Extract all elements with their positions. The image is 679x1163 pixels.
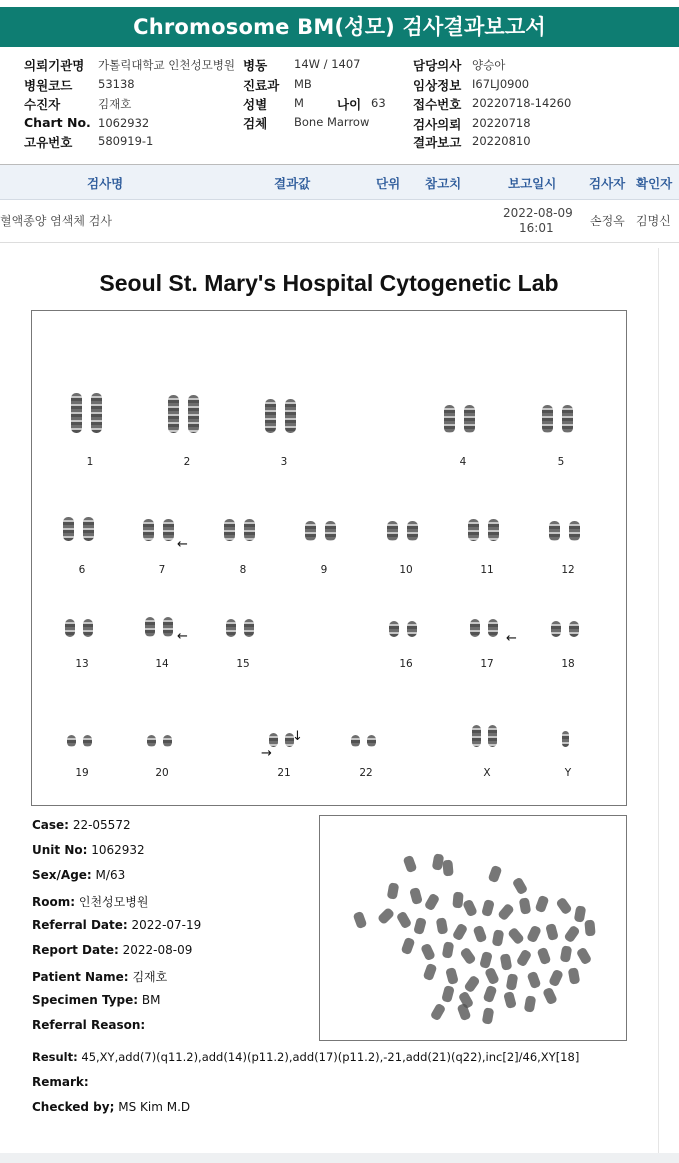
chromosome-12 bbox=[569, 521, 580, 541]
institution-value: 가톨릭대학교 인천성모병원 bbox=[98, 58, 235, 72]
chromosome-8 bbox=[244, 519, 255, 541]
karyotype-label: 6 bbox=[78, 564, 86, 576]
metaphase-chromosome bbox=[377, 907, 395, 925]
metaphase-chromosome bbox=[537, 947, 552, 965]
age-value: 63 bbox=[371, 96, 386, 110]
report-title-bar bbox=[0, 7, 679, 47]
row-confirmer: 김명신 bbox=[636, 214, 671, 228]
metaphase-chromosome bbox=[519, 897, 532, 914]
chromosome-7 bbox=[143, 519, 154, 541]
karyotype-label: X bbox=[483, 767, 491, 779]
patient-info-panel bbox=[0, 50, 679, 163]
result-value: 45,XY,add(7)(q11.2),add(14)(p11.2),add(17)(p11.2),-21,add(21)(q22),inc[2]/46,XY[18] bbox=[81, 1050, 580, 1064]
metaphase-spread bbox=[320, 816, 626, 1040]
specimen-type-label: Specimen Type: bbox=[32, 993, 139, 1007]
report-title: Chromosome BM(성모) 검사결과보고서 bbox=[133, 15, 546, 39]
col-reference[interactable]: 참고치 bbox=[425, 176, 462, 191]
chromosome-2 bbox=[168, 395, 179, 433]
chromosome-11 bbox=[488, 519, 499, 541]
metaphase-chromosome bbox=[535, 895, 550, 913]
karyotype-label: 2 bbox=[183, 456, 191, 468]
case-label: Case: bbox=[32, 818, 69, 832]
metaphase-chromosome bbox=[481, 899, 495, 917]
metaphase-chromosome bbox=[574, 905, 587, 922]
metaphase-chromosome bbox=[503, 991, 517, 1009]
karyotype-label: 14 bbox=[155, 658, 169, 670]
chromosome-4 bbox=[444, 405, 455, 433]
karyotype-label: 7 bbox=[158, 564, 166, 576]
case-value: 22-05572 bbox=[72, 818, 131, 832]
chromosome-17 bbox=[470, 619, 480, 637]
chromosome-12 bbox=[549, 521, 560, 541]
arrow-left-icon: ← bbox=[177, 537, 188, 552]
chromosome-13 bbox=[65, 619, 75, 637]
metaphase-chromosome bbox=[507, 927, 525, 946]
chromosome-9 bbox=[325, 521, 336, 541]
col-examiner[interactable]: 검사자 bbox=[589, 176, 626, 191]
page-bottom-bar bbox=[0, 1153, 679, 1163]
chromosome-6 bbox=[83, 517, 94, 541]
karyotype-label: 19 bbox=[75, 767, 89, 779]
chromosome-1 bbox=[91, 393, 102, 433]
room-value: 인천성모병원 bbox=[78, 895, 149, 909]
karyotype-label: 9 bbox=[320, 564, 328, 576]
arrow-down-icon: ↓ bbox=[292, 729, 303, 744]
karyotype-label: 13 bbox=[75, 658, 89, 670]
unique-label: 고유번호 bbox=[24, 135, 73, 150]
chromosome-5 bbox=[542, 405, 553, 433]
arrow-left-icon: ← bbox=[177, 629, 188, 644]
karyotype-label: 5 bbox=[557, 456, 565, 468]
chromosome-8 bbox=[224, 519, 235, 541]
metaphase-chromosome bbox=[436, 917, 449, 934]
patient-label: 수진자 bbox=[24, 97, 61, 112]
karyogram bbox=[31, 310, 627, 806]
metaphase-chromosome bbox=[506, 973, 519, 990]
sex-value: M bbox=[294, 96, 304, 110]
metaphase-chromosome bbox=[463, 975, 480, 994]
metaphase-chromosome bbox=[526, 925, 542, 944]
metaphase-chromosome bbox=[452, 923, 469, 942]
chromosome-19 bbox=[83, 735, 92, 747]
result-report-value: 20220810 bbox=[472, 134, 531, 148]
chromosome-9 bbox=[305, 521, 316, 541]
dept-value: MB bbox=[294, 77, 312, 91]
metaphase-chromosome bbox=[387, 882, 400, 899]
row-time: 16:01 bbox=[519, 221, 554, 235]
chromosome-15 bbox=[226, 619, 236, 637]
room-label: Room: bbox=[32, 895, 76, 909]
karyotype-label: Y bbox=[564, 767, 572, 779]
metaphase-chromosome bbox=[462, 899, 478, 918]
results-table-header bbox=[0, 165, 679, 200]
unit-value: 1062932 bbox=[91, 843, 145, 857]
specimen-type-line bbox=[32, 993, 161, 1007]
arrow-right-icon: → bbox=[261, 746, 272, 761]
metaphase-chromosome bbox=[512, 877, 529, 896]
reception-value: 20220718-14260 bbox=[472, 96, 572, 110]
metaphase-chromosome bbox=[442, 860, 453, 877]
col-report-date[interactable]: 보고일시 bbox=[508, 176, 557, 191]
arrow-left-icon: ← bbox=[506, 631, 517, 646]
dept-label: 진료과 bbox=[243, 78, 280, 93]
unique-value: 580919-1 bbox=[98, 134, 154, 148]
chromosome-6 bbox=[63, 517, 74, 541]
karyotype-label: 8 bbox=[239, 564, 247, 576]
chromosome-22 bbox=[351, 735, 360, 747]
metaphase-chromosome bbox=[479, 951, 493, 969]
metaphase-chromosome bbox=[442, 941, 455, 958]
chromosome-Y bbox=[562, 731, 569, 747]
row-examiner: 손정옥 bbox=[590, 214, 625, 228]
remark-line bbox=[32, 1075, 89, 1089]
table-row[interactable] bbox=[0, 200, 679, 243]
request-value: 20220718 bbox=[472, 116, 531, 130]
col-unit[interactable]: 단위 bbox=[376, 176, 401, 191]
metaphase-chromosome bbox=[432, 853, 445, 870]
specimen-label: 검체 bbox=[243, 116, 268, 131]
karyotype-label: 3 bbox=[280, 456, 288, 468]
result-label: Result: bbox=[32, 1050, 78, 1064]
metaphase-chromosome bbox=[524, 995, 537, 1012]
karyotype-label: 21 bbox=[277, 767, 291, 779]
chromosome-22 bbox=[367, 735, 376, 747]
col-confirmer[interactable]: 확인자 bbox=[636, 176, 673, 191]
metaphase-chromosome bbox=[563, 925, 580, 944]
chromosome-15 bbox=[244, 619, 254, 637]
karyotype-label: 18 bbox=[561, 658, 575, 670]
chromosome-14 bbox=[163, 617, 173, 637]
patient-value: 김재호 bbox=[98, 97, 132, 111]
chromosome-10 bbox=[407, 521, 418, 541]
metaphase-chromosome bbox=[403, 855, 418, 873]
chromosome-2 bbox=[188, 395, 199, 433]
chart-value: 1062932 bbox=[98, 116, 150, 130]
metaphase-chromosome bbox=[423, 963, 438, 981]
metaphase-chromosome bbox=[413, 917, 427, 935]
col-value[interactable]: 결과값 bbox=[274, 176, 311, 191]
metaphase-chromosome bbox=[542, 987, 558, 1006]
metaphase-chromosome bbox=[459, 947, 476, 966]
karyotype-label: 12 bbox=[561, 564, 575, 576]
chromosome-20 bbox=[147, 735, 156, 747]
checked-line bbox=[32, 1100, 190, 1114]
metaphase-chromosome bbox=[420, 943, 436, 962]
ward-value: 14W / 1407 bbox=[294, 57, 361, 71]
remark-label: Remark: bbox=[32, 1075, 89, 1089]
chromosome-X bbox=[472, 725, 481, 747]
metaphase-chromosome bbox=[555, 897, 572, 916]
doctor-label: 담당의사 bbox=[413, 58, 462, 73]
chromosome-X bbox=[488, 725, 497, 747]
report-date-value: 2022-08-09 bbox=[122, 943, 193, 957]
metaphase-image bbox=[319, 815, 627, 1041]
chromosome-21 bbox=[269, 733, 278, 747]
metaphase-chromosome bbox=[560, 945, 573, 962]
chromosome-13 bbox=[83, 619, 93, 637]
metaphase-chromosome bbox=[401, 937, 416, 955]
row-test-name: 혈액종양 염색체 검사 bbox=[0, 214, 112, 228]
metaphase-chromosome bbox=[441, 985, 455, 1003]
metaphase-chromosome bbox=[488, 865, 503, 883]
karyotype-label: 16 bbox=[399, 658, 413, 670]
chromosome-11 bbox=[468, 519, 479, 541]
report-date-line bbox=[32, 943, 192, 957]
referral-date-line bbox=[32, 918, 201, 932]
karyotype-label: 20 bbox=[155, 767, 169, 779]
reception-label: 접수번호 bbox=[413, 97, 462, 112]
metaphase-chromosome bbox=[576, 947, 593, 966]
specimen-type-value: BM bbox=[141, 993, 161, 1007]
col-test-name[interactable]: 검사명 bbox=[87, 176, 124, 191]
chromosome-3 bbox=[285, 399, 296, 433]
clinical-value: I67LJ0900 bbox=[472, 77, 530, 91]
lab-title: Seoul St. Mary's Hospital Cytogenetic Lab bbox=[99, 270, 559, 296]
sex-label: 성별 bbox=[243, 97, 268, 112]
hospital-code-label: 병원코드 bbox=[24, 78, 73, 93]
metaphase-chromosome bbox=[548, 969, 564, 988]
metaphase-chromosome bbox=[568, 967, 581, 984]
metaphase-chromosome bbox=[516, 949, 533, 968]
result-line bbox=[32, 1050, 579, 1064]
chromosome-16 bbox=[407, 621, 417, 637]
result-report-label: 결과보고 bbox=[413, 135, 462, 150]
metaphase-chromosome bbox=[584, 920, 595, 937]
unit-label: Unit No: bbox=[32, 843, 88, 857]
metaphase-chromosome bbox=[527, 971, 542, 989]
checked-value: MS Kim M.D bbox=[118, 1100, 191, 1114]
referral-date-value: 2022-07-19 bbox=[131, 918, 202, 932]
chromosome-17 bbox=[488, 619, 498, 637]
chromosome-7 bbox=[163, 519, 174, 541]
karyotype-label: 11 bbox=[480, 564, 494, 576]
karyotype-label: 17 bbox=[480, 658, 494, 670]
chromosome-18 bbox=[551, 621, 561, 637]
checked-label: Checked by; bbox=[32, 1100, 115, 1114]
sexage-label: Sex/Age: bbox=[32, 868, 92, 882]
chromosome-18 bbox=[569, 621, 579, 637]
metaphase-chromosome bbox=[482, 1007, 495, 1024]
metaphase-chromosome bbox=[424, 893, 441, 912]
referral-date-label: Referral Date: bbox=[32, 918, 128, 932]
unit-line bbox=[32, 843, 145, 857]
metaphase-chromosome bbox=[409, 887, 423, 905]
metaphase-chromosome bbox=[500, 953, 513, 970]
row-date: 2022-08-09 bbox=[503, 206, 573, 220]
metaphase-chromosome bbox=[353, 911, 368, 929]
chart-label: Chart No. bbox=[24, 115, 91, 130]
referral-reason-label: Referral Reason: bbox=[32, 1018, 146, 1032]
karyotype-label: 10 bbox=[399, 564, 413, 576]
metaphase-chromosome bbox=[473, 925, 488, 943]
report-date-label: Report Date: bbox=[32, 943, 119, 957]
metaphase-chromosome bbox=[452, 892, 463, 909]
metaphase-chromosome bbox=[430, 1003, 447, 1022]
institution-label: 의뢰기관명 bbox=[24, 58, 85, 73]
chromosome-16 bbox=[389, 621, 399, 637]
metaphase-chromosome bbox=[396, 911, 413, 930]
hospital-code-value: 53138 bbox=[98, 77, 135, 91]
chromosome-5 bbox=[562, 405, 573, 433]
sexage-value: M/63 bbox=[95, 868, 126, 882]
room-line bbox=[32, 893, 148, 910]
chromosome-20 bbox=[163, 735, 172, 747]
age-label: 나이 bbox=[337, 97, 362, 112]
ward-label: 병동 bbox=[243, 58, 268, 73]
request-label: 검사의뢰 bbox=[413, 117, 462, 132]
doctor-value: 양승아 bbox=[472, 58, 506, 72]
metaphase-chromosome bbox=[483, 985, 498, 1003]
metaphase-chromosome bbox=[445, 967, 459, 985]
karyotype-label: 4 bbox=[459, 456, 467, 468]
case-line bbox=[32, 818, 131, 832]
karyotype-label: 1 bbox=[86, 456, 94, 468]
specimen-value: Bone Marrow bbox=[294, 115, 370, 129]
patient-name-label: Patient Name: bbox=[32, 970, 129, 984]
chromosome-14 bbox=[145, 617, 155, 637]
karyotype-label: 22 bbox=[359, 767, 373, 779]
patient-name-value: 김재호 bbox=[132, 970, 168, 984]
chromosome-10 bbox=[387, 521, 398, 541]
metaphase-chromosome bbox=[484, 967, 500, 986]
chromosome-19 bbox=[67, 735, 76, 747]
referral-reason-line bbox=[32, 1018, 145, 1032]
chromosome-3 bbox=[265, 399, 276, 433]
chromosome-1 bbox=[71, 393, 82, 433]
clinical-label: 임상정보 bbox=[413, 78, 462, 93]
sexage-line bbox=[32, 868, 125, 882]
metaphase-chromosome bbox=[545, 923, 559, 941]
metaphase-chromosome bbox=[497, 903, 515, 922]
karyotype-label: 15 bbox=[236, 658, 250, 670]
patient-name-line bbox=[32, 968, 167, 985]
chromosome-4 bbox=[464, 405, 475, 433]
metaphase-chromosome bbox=[492, 929, 505, 946]
